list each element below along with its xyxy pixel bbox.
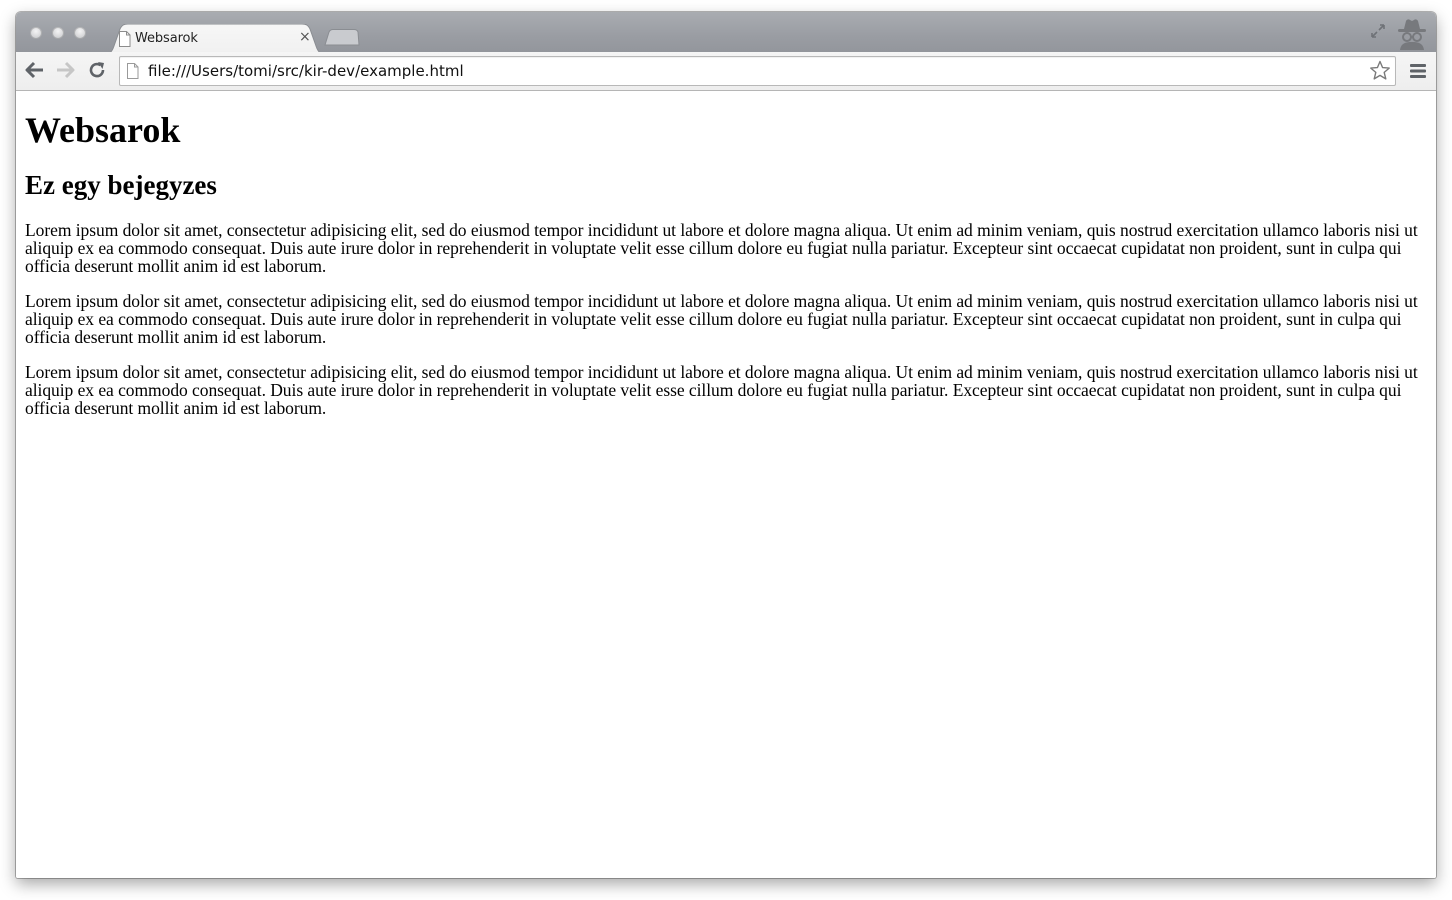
minimize-window-button[interactable] (52, 27, 64, 39)
tab-close-icon[interactable]: × (299, 29, 311, 45)
close-window-button[interactable] (30, 27, 42, 39)
page-icon (126, 63, 139, 84)
document-icon (118, 31, 131, 52)
hamburger-menu-icon[interactable] (1409, 63, 1427, 84)
paragraph: Lorem ipsum dolor sit amet, consectetur adipisicing elit, sed do eiusmod tempor incididunt ut labore et dolore magna aliqua. Ut enim ad minim veniam, quis nostrud exercitation ullamco laboris nisi ut aliquip ex ea commodo consequat. Duis aute irure dolor in reprehenderit in voluptate velit esse cillum dolore eu fugiat nulla pariatur. Excepteur sint occaecat cupidatat non proident, sunt in culpa qui officia deserunt mollit anim id est laborum. (25, 362, 1418, 418)
url-text[interactable]: file:///Users/tomi/src/kir-dev/example.html (148, 62, 464, 80)
paragraph: Lorem ipsum dolor sit amet, consectetur adipisicing elit, sed do eiusmod tempor incididunt ut labore et dolore magna aliqua. Ut enim ad minim veniam, quis nostrud exercitation ullamco laboris nisi ut aliquip ex ea commodo consequat. Duis aute irure dolor in reprehenderit in voluptate velit esse cillum dolore eu fugiat nulla pariatur. Excepteur sint occaecat cupidatat non proident, sunt in culpa qui officia deserunt mollit anim id est laborum. (25, 220, 1418, 276)
arrow-right-icon[interactable] (55, 61, 75, 84)
new-tab-button[interactable] (324, 29, 360, 51)
address-bar[interactable] (119, 56, 1396, 86)
tab-websarok[interactable] (104, 24, 326, 54)
fullscreen-icon[interactable] (1370, 23, 1386, 44)
star-icon[interactable] (1369, 60, 1391, 86)
browser-window (16, 12, 1436, 878)
page-content (16, 91, 1436, 878)
page-body (16, 109, 1436, 417)
post-title: Ez egy bejegyzes (25, 170, 217, 200)
incognito-icon (1394, 18, 1430, 55)
page-title: Websarok (25, 110, 181, 150)
title-bar (16, 12, 1436, 52)
zoom-window-button[interactable] (74, 27, 86, 39)
paragraph: Lorem ipsum dolor sit amet, consectetur adipisicing elit, sed do eiusmod tempor incididunt ut labore et dolore magna aliqua. Ut enim ad minim veniam, quis nostrud exercitation ullamco laboris nisi ut aliquip ex ea commodo consequat. Duis aute irure dolor in reprehenderit in voluptate velit esse cillum dolore eu fugiat nulla pariatur. Excepteur sint occaecat cupidatat non proident, sunt in culpa qui officia deserunt mollit anim id est laborum. (25, 291, 1418, 347)
toolbar (16, 52, 1436, 91)
arrow-left-icon[interactable] (25, 61, 45, 84)
tab-title: Websarok (135, 31, 198, 46)
reload-icon[interactable] (88, 61, 106, 84)
